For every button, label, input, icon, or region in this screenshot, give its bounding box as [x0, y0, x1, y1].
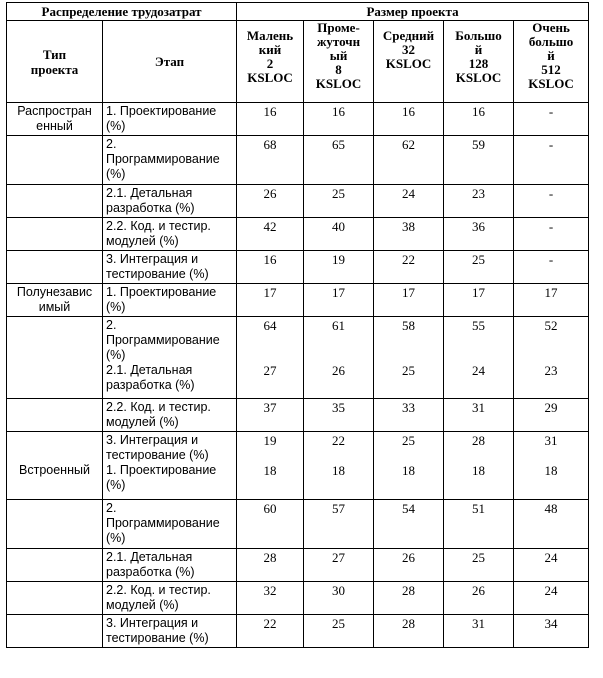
value-cell: 28	[374, 582, 444, 615]
stage-cell: 3. Интеграция и тестирование (%)	[103, 615, 237, 648]
stage-cell: 3. Интеграция и тестирование (%) 1. Проектирование (%)	[103, 432, 237, 500]
value-cell: 17	[237, 284, 304, 317]
value-cell: 25	[444, 251, 514, 284]
value-cell: -	[514, 103, 589, 136]
value-cell: 35	[304, 399, 374, 432]
value-cell: 26	[237, 185, 304, 218]
project-type-cell: Встроенный	[7, 432, 103, 500]
value-cell: 59	[444, 136, 514, 185]
size-header-very-large: Очень большо й 512 KSLOC	[514, 21, 589, 103]
value-cell: 16	[374, 103, 444, 136]
value-cell: 27	[304, 549, 374, 582]
project-type-cell	[7, 218, 103, 251]
table-row	[7, 615, 589, 648]
effort-distribution-table	[6, 2, 589, 648]
stage-cell: 1. Проектирование (%)	[103, 103, 237, 136]
value-cell: 34	[514, 615, 589, 648]
value-cell: 19 18	[237, 432, 304, 500]
table-row	[7, 500, 589, 549]
stage-cell: 2. Программирование (%)	[103, 500, 237, 549]
value-cell: 58 25	[374, 317, 444, 399]
size-header-small: Малень кий 2 KSLOC	[237, 21, 304, 103]
value-cell: 24	[374, 185, 444, 218]
value-cell: 40	[304, 218, 374, 251]
value-cell: 61 26	[304, 317, 374, 399]
value-cell: 25	[304, 615, 374, 648]
value-cell: 60	[237, 500, 304, 549]
table-row	[7, 582, 589, 615]
table-row	[7, 136, 589, 185]
value-cell: 16	[444, 103, 514, 136]
project-type-cell: Полунезавис имый	[7, 284, 103, 317]
effort-distribution-header: Распределение трудозатрат	[7, 3, 237, 21]
project-type-cell: Распростран енный	[7, 103, 103, 136]
stage-cell: 2. Программирование (%) 2.1. Детальная разработка (%)	[103, 317, 237, 399]
size-header-intermediate: Проме- жуточн ый 8 KSLOC	[304, 21, 374, 103]
stage-cell: 2.2. Код. и тестир. модулей (%)	[103, 582, 237, 615]
size-header-large: Большо й 128 KSLOC	[444, 21, 514, 103]
value-cell: 42	[237, 218, 304, 251]
table-row	[7, 251, 589, 284]
stage-cell: 1. Проектирование (%)	[103, 284, 237, 317]
table-row	[7, 549, 589, 582]
stage-header: Этап	[103, 21, 237, 103]
stage-cell: 2.1. Детальная разработка (%)	[103, 549, 237, 582]
value-cell: 23	[444, 185, 514, 218]
project-type-cell	[7, 136, 103, 185]
project-type-cell	[7, 500, 103, 549]
size-header-medium: Средний 32 KSLOC	[374, 21, 444, 103]
value-cell: -	[514, 185, 589, 218]
value-cell: 31 18	[514, 432, 589, 500]
value-cell: 16	[237, 251, 304, 284]
project-type-header: Тип проекта	[7, 21, 103, 103]
stage-cell: 2.1. Детальная разработка (%)	[103, 185, 237, 218]
value-cell: 33	[374, 399, 444, 432]
project-type-cell	[7, 615, 103, 648]
value-cell: 17	[514, 284, 589, 317]
value-cell: 62	[374, 136, 444, 185]
stage-cell: 2.2. Код. и тестир. модулей (%)	[103, 218, 237, 251]
table-row	[7, 185, 589, 218]
value-cell: 28	[237, 549, 304, 582]
value-cell: -	[514, 136, 589, 185]
value-cell: 25	[444, 549, 514, 582]
table-row	[7, 399, 589, 432]
value-cell: 37	[237, 399, 304, 432]
stage-cell: 2.2. Код. и тестир. модулей (%)	[103, 399, 237, 432]
table-row	[7, 284, 589, 317]
value-cell: 16	[304, 103, 374, 136]
value-cell: -	[514, 218, 589, 251]
stage-cell: 2. Программирование (%)	[103, 136, 237, 185]
project-type-cell	[7, 399, 103, 432]
stage-cell: 3. Интеграция и тестирование (%)	[103, 251, 237, 284]
value-cell: 25	[304, 185, 374, 218]
value-cell: 57	[304, 500, 374, 549]
value-cell: 24	[514, 582, 589, 615]
value-cell: 24	[514, 549, 589, 582]
project-type-cell	[7, 185, 103, 218]
value-cell: 32	[237, 582, 304, 615]
value-cell: 31	[444, 399, 514, 432]
project-size-header: Размер проекта	[237, 3, 589, 21]
value-cell: 29	[514, 399, 589, 432]
value-cell: 22	[374, 251, 444, 284]
value-cell: 51	[444, 500, 514, 549]
project-type-cell	[7, 582, 103, 615]
project-type-cell	[7, 251, 103, 284]
value-cell: 28 18	[444, 432, 514, 500]
project-type-cell	[7, 317, 103, 399]
table-row	[7, 432, 589, 500]
value-cell: 38	[374, 218, 444, 251]
table-row	[7, 317, 589, 399]
value-cell: 52 23	[514, 317, 589, 399]
value-cell: 30	[304, 582, 374, 615]
value-cell: 25 18	[374, 432, 444, 500]
value-cell: 64 27	[237, 317, 304, 399]
value-cell: 26	[374, 549, 444, 582]
value-cell: 54	[374, 500, 444, 549]
value-cell: 17	[444, 284, 514, 317]
value-cell: 48	[514, 500, 589, 549]
value-cell: 19	[304, 251, 374, 284]
value-cell: -	[514, 251, 589, 284]
table-row	[7, 218, 589, 251]
project-type-cell	[7, 549, 103, 582]
value-cell: 36	[444, 218, 514, 251]
value-cell: 31	[444, 615, 514, 648]
value-cell: 55 24	[444, 317, 514, 399]
value-cell: 26	[444, 582, 514, 615]
value-cell: 16	[237, 103, 304, 136]
table-row	[7, 103, 589, 136]
value-cell: 65	[304, 136, 374, 185]
value-cell: 22	[237, 615, 304, 648]
value-cell: 22 18	[304, 432, 374, 500]
value-cell: 68	[237, 136, 304, 185]
value-cell: 28	[374, 615, 444, 648]
value-cell: 17	[304, 284, 374, 317]
value-cell: 17	[374, 284, 444, 317]
